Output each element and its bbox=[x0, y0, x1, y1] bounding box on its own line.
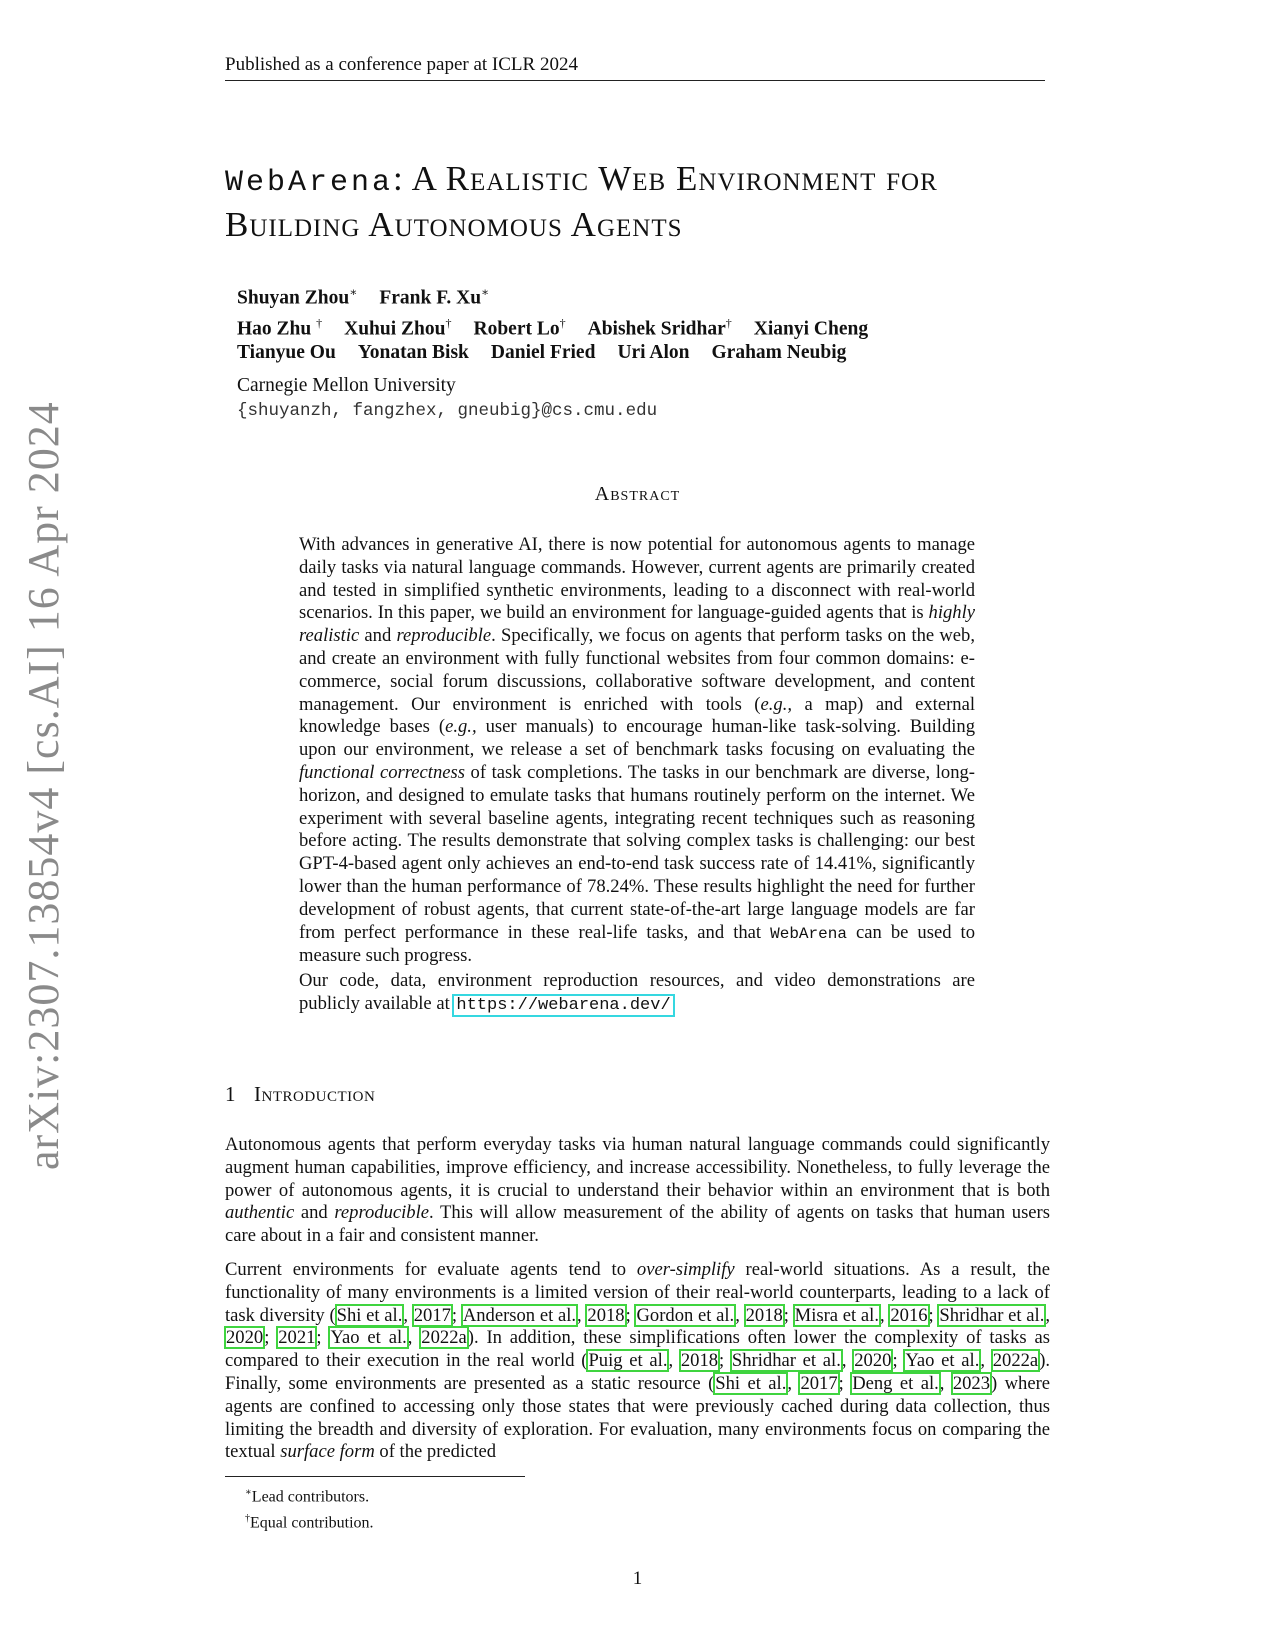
abstract-paragraph: With advances in generative AI, there is now potential for autonomous agents to manage daily tasks via natural language commands. However, current agents are primarily created and tested in simplified synthetic environments, leading to a disconnect with real-world scenarios. In this paper, we build an environment for language-guided agents that is highly realistic and reproducible. Specifically, we focus on agents that perform tasks on the web, and create an environment with fully functional websites from four common domains: e-commerce, social forum discussions, collaborative software development, and content management. Our environment is enriched with tools (e.g., a map) and external knowledge bases (e.g., user manuals) to encourage human-like task-solving. Building upon our environment, we release a set of benchmark tasks focusing on evaluating the functional correctness of task completions. The tasks in our benchmark are diverse, long-horizon, and designed to emulate tasks that humans routinely perform on the internet. We experiment with several baseline agents, integrating recent techniques such as reasoning before acting. The results demonstrate that solving complex tasks is challenging: our best GPT-4-based agent only achieves an end-to-end task success rate of 14.41%, significantly lower than the human performance of 78.24%. These results highlight the need for further development of robust agents, that current state-of-the-art large language models are far from perfect performance in these real-life tasks, and that WebArena can be used to measure such progress. bbox=[299, 534, 975, 967]
citation-link[interactable]: Misra et al. bbox=[794, 1304, 879, 1326]
footnote: ∗Lead contributors. bbox=[245, 1487, 370, 1506]
citation-link[interactable]: Deng et al. bbox=[852, 1372, 939, 1394]
citation-link[interactable]: 2017 bbox=[800, 1372, 838, 1394]
citation-link[interactable]: Yao et al. bbox=[330, 1327, 407, 1349]
author: Graham Neubig bbox=[711, 342, 847, 363]
citation-link[interactable]: Gordon et al. bbox=[636, 1304, 735, 1326]
author: Xianyi Cheng bbox=[753, 318, 869, 339]
author: Robert Lo bbox=[473, 318, 560, 339]
author: Yonatan Bisk bbox=[357, 342, 469, 363]
page-number: 1 bbox=[632, 1568, 643, 1589]
author-list: Shuyan Zhou∗ Frank F. Xu∗ Hao Zhu † Xuhui Zhou† Robert Lo† Abishek Sridhar† Xianyi Cheng Tianyue Ou Yonatan Bisk Daniel Fried Uri Alon Graham Neubig bbox=[237, 285, 869, 363]
footnotes bbox=[245, 1482, 374, 1535]
citation-link[interactable]: 2016 bbox=[890, 1304, 928, 1326]
citation-link[interactable]: Shridhar et al. bbox=[939, 1304, 1045, 1326]
intro-paragraph: Current environments for evaluate agents tend to over-simplify real-world situations. As a result, the functionality of many environments is a limited version of their real-world counterparts, leading to a lack of task diversity (Shi et al., 2017; Anderson et al., 2018; Gordon et al., 2018; Misra et al., 2016; Shridhar et al., 2020; 2021; Yao et al., 2022a). In addition, these simplifications often lower the complexity of tasks as compared to their execution in the real world (Puig et al., 2018; Shridhar et al., 2020; Yao et al., 2022a). Finally, some environments are presented as a static resource (Shi et al., 2017; Deng et al., 2023) where agents are confined to accessing only those states that were previously cached during data collection, thus limiting the breadth and diversity of exploration. For evaluation, many environments focus on comparing the textual surface form of the predicted bbox=[225, 1258, 1051, 1463]
citation-link[interactable]: 2021 bbox=[278, 1327, 316, 1349]
abstract-body bbox=[299, 534, 975, 1018]
intro-body bbox=[225, 1134, 1050, 1464]
author: Shuyan Zhou bbox=[237, 287, 350, 309]
author: Tianyue Ou bbox=[237, 342, 336, 363]
author: Uri Alon bbox=[617, 342, 690, 363]
affiliation: Carnegie Mellon University bbox=[237, 375, 456, 396]
arxiv-identifier: arXiv:2307.13854v4 [cs.AI] 16 Apr 2024 bbox=[19, 401, 68, 1170]
citation-link[interactable]: Puig et al. bbox=[588, 1350, 668, 1372]
citation-link[interactable]: 2022a bbox=[421, 1327, 467, 1349]
intro-paragraph: Autonomous agents that perform everyday tasks via human natural language commands could significantly augment human capabilities, improve efficiency, and increase accessibility. Nonetheless, to fully leverage the power of autonomous agents, it is crucial to understand their behavior within an environment that is both authentic and reproducible. This will allow measurement of the ability of agents on tasks that human users care about in a fair and consistent manner. bbox=[225, 1134, 1050, 1247]
title-system-name: WebArena bbox=[225, 166, 394, 200]
citation-link[interactable]: Shridhar et al. bbox=[731, 1350, 841, 1372]
abstract-paragraph: Our code, data, environment reproduction resources, and video demonstrations are publicly available at https://webarena.dev/ bbox=[299, 970, 975, 1015]
citation-link[interactable]: Yao et al. bbox=[905, 1350, 980, 1372]
running-header: Published as a conference paper at ICLR 2024 bbox=[225, 54, 1045, 81]
title-line2: Building Autonomous Agents bbox=[225, 205, 683, 244]
author: Abishek Sridhar bbox=[587, 318, 726, 339]
author: Hao Zhu bbox=[237, 318, 312, 339]
citation-link[interactable]: 2022a bbox=[992, 1350, 1039, 1372]
section-number: 1 bbox=[225, 1082, 236, 1106]
author-emails: {shuyanzh, fangzhex, gneubig}@cs.cmu.edu bbox=[237, 401, 658, 421]
author: Frank F. Xu bbox=[379, 287, 482, 309]
footnote: †Equal contribution. bbox=[245, 1513, 374, 1532]
citation-link[interactable]: 2018 bbox=[745, 1304, 783, 1326]
author: Xuhui Zhou bbox=[344, 318, 446, 339]
title-rest: : A Realistic Web Environment for bbox=[393, 159, 938, 198]
citation-link[interactable]: 2020 bbox=[854, 1350, 892, 1372]
affiliation-block bbox=[237, 374, 657, 423]
citation-link[interactable]: 2023 bbox=[952, 1372, 991, 1394]
project-url-link[interactable]: https://webarena.dev/ bbox=[456, 995, 671, 1015]
abstract-heading: Abstract bbox=[594, 483, 681, 505]
citation-link[interactable]: Anderson et al. bbox=[462, 1304, 577, 1326]
footnote-divider bbox=[225, 1476, 525, 1477]
section-title: Introduction bbox=[254, 1082, 376, 1106]
citation-link[interactable]: 2018 bbox=[587, 1304, 625, 1326]
citation-link[interactable]: 2018 bbox=[680, 1350, 719, 1372]
paper-title bbox=[225, 158, 1055, 246]
section-heading bbox=[225, 1082, 375, 1107]
citation-link[interactable]: Shi et al. bbox=[336, 1304, 403, 1326]
citation-link[interactable]: Shi et al. bbox=[715, 1372, 787, 1394]
citation-link[interactable]: 2020 bbox=[226, 1327, 264, 1349]
author: Daniel Fried bbox=[490, 342, 596, 363]
citation-link[interactable]: 2017 bbox=[413, 1304, 451, 1326]
